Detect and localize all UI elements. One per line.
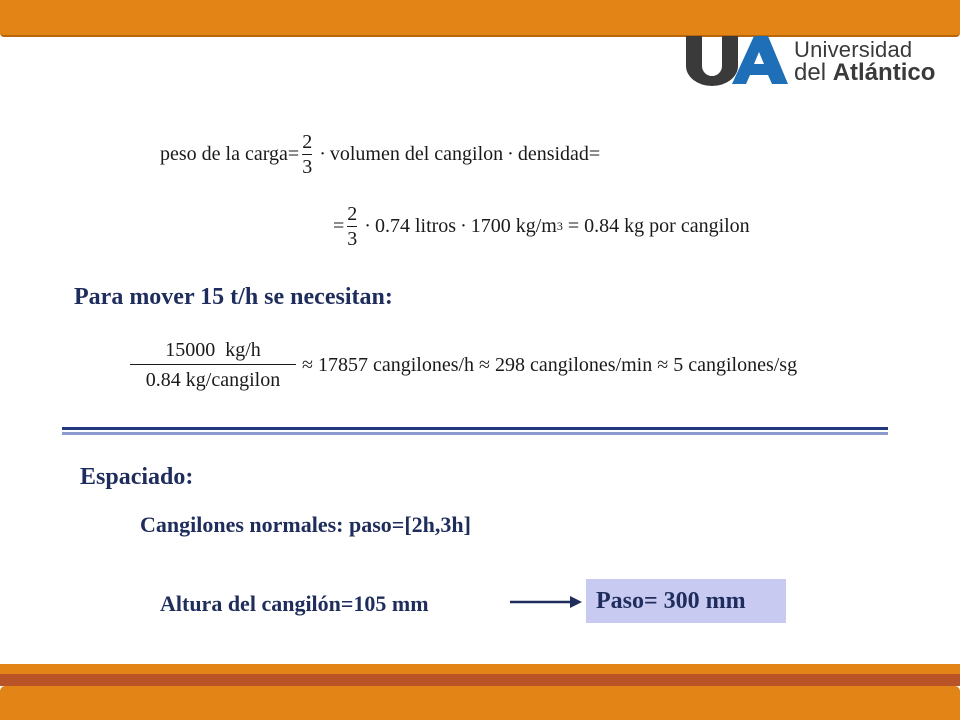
heading-espaciado: Espaciado: [80,464,194,490]
logo-text-universidad: Universidad [794,37,913,62]
ua-logo-icon [684,34,788,86]
text-paso: Paso= 300 mm [596,588,746,614]
subheading-cangilones-normales: Cangilones normales: paso=[2h,3h] [140,512,471,537]
footer-stripe-rust [0,674,960,686]
fraction-two-thirds-2: $\frac{2}{3}$ [347,203,358,251]
footer-bar [0,686,960,720]
formula-peso-result: = $\frac{2}{3}$ · 0.74 litros · 1700 kg/m 3 = 0.84 kg por cangilon [333,203,750,251]
right-arrow-icon [510,594,582,610]
formula3-approximations: ≈ 17857 cangilones/h ≈ 298 cangilones/min ≈ 5 cangilones/sg [302,353,798,376]
formula1-volumen: volumen del cangilon [329,143,504,166]
text-altura-cangilon: Altura del cangilón=105 mm [160,591,429,616]
fraction-two-thirds: $\frac{2}{3}$ [302,131,313,179]
logo-text-atlantico: del Atlántico [794,59,936,86]
fraction-rate: $\frac{15000 kg/h}{\text{0.84 kg/cangilon}}$ [130,340,296,390]
formula1-densidad: densidad= [517,143,601,166]
footer-stripe-orange [0,664,960,674]
top-header-bar [0,0,960,37]
formula-peso-carga: peso de la carga= $\frac{2}{3}$ · volumen del cangilon · densidad= [160,131,601,179]
formula-cangilones-rate [130,340,797,390]
divider-rule-dark [62,427,888,430]
formula1-lhs: peso de la carga= [160,143,300,166]
divider-rule-light [62,432,888,435]
university-logo [684,34,960,90]
heading-para-mover: Para mover 15 t/h se necesitan: [74,284,393,310]
